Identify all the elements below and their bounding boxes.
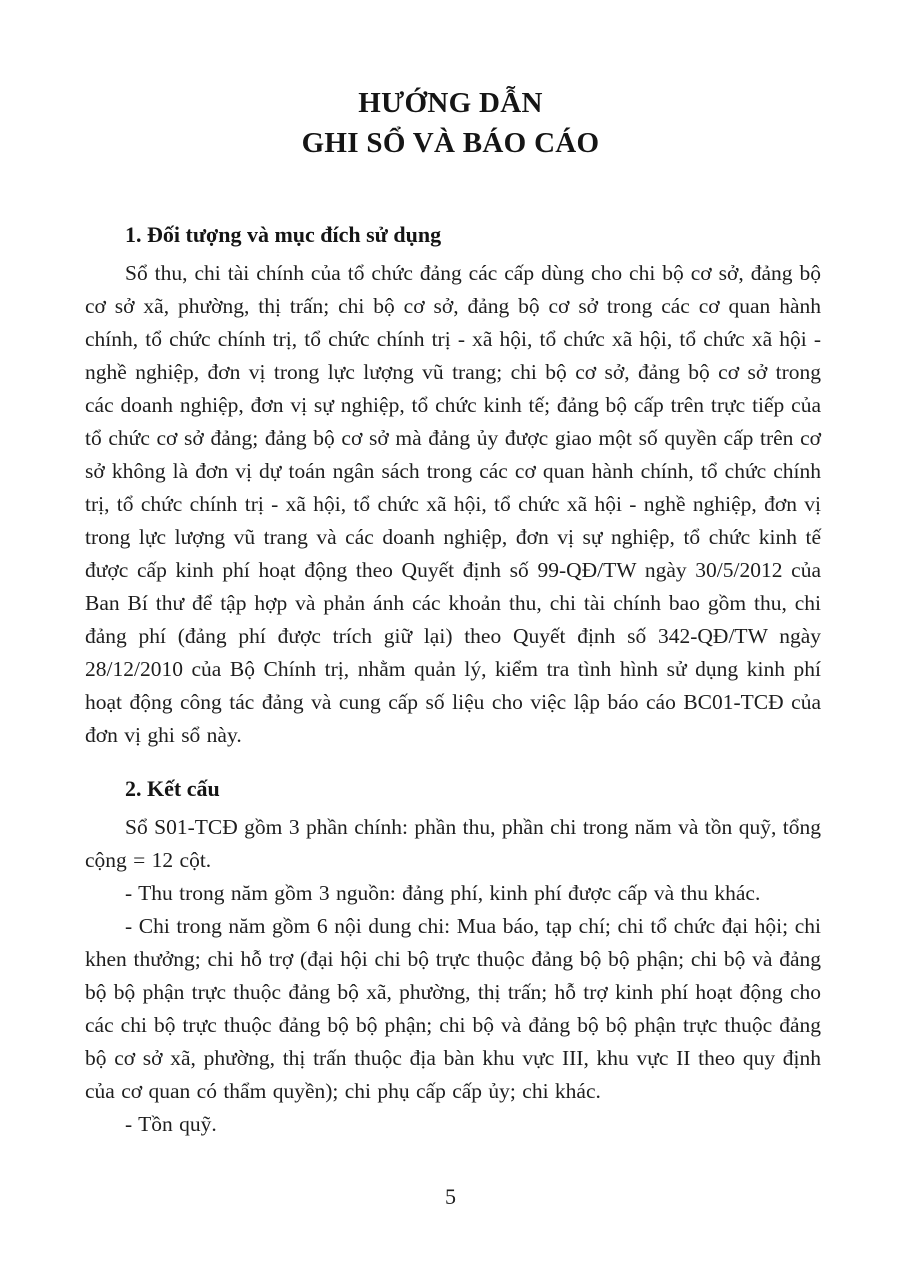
section-1-heading: 1. Đối tượng và mục đích sử dụng [125,222,442,247]
section-2-item-thu: - Thu trong năm gồm 3 nguồn: đảng phí, kinh phí được cấp và thu khác. [125,881,761,905]
document-title [0,0,901,163]
title-line-1: HƯỚNG DẪN [358,87,543,119]
section-1-paragraph: Sổ thu, chi tài chính của tổ chức đảng các cấp dùng cho chi bộ cơ sở, đảng bộ cơ sở xã, phường, thị trấn; chi bộ cơ sở, đảng bộ cơ sở trong các cơ quan hành chính, tổ chức chính trị, tổ chức chính trị - xã hội, tổ chức xã hội, tổ chức xã hội - nghề nghiệp, đơn vị trong lực lượng vũ trang; chi bộ cơ sở, đảng bộ cơ sở trong các doanh nghiệp, đơn vị sự nghiệp, tổ chức kinh tế; đảng bộ cấp trên trực tiếp của tổ chức cơ sở đảng; đảng bộ cơ sở mà đảng ủy được giao một số quyền cấp trên cơ sở không là đơn vị dự toán ngân sách trong các cơ quan hành chính, tổ chức chính trị, tổ chức chính trị - xã hội, tổ chức xã hội, tổ chức xã hội - nghề nghiệp, đơn vị trong lực lượng vũ trang và các doanh nghiệp, đơn vị sự nghiệp, tổ chức kinh tế được cấp kinh phí hoạt động theo Quyết định số 99-QĐ/TW ngày 30/5/2012 của Ban Bí thư để tập hợp và phản ánh các khoản thu, chi tài chính bao gồm thu, chi đảng phí (đảng phí được trích giữ lại) theo Quyết định số 342-QĐ/TW ngày 28/12/2010 của Bộ Chính trị, nhằm quản lý, kiểm tra tình hình sử dụng kinh phí hoạt động công tác đảng và cung cấp số liệu cho việc lập báo cáo BC01-TCĐ của đơn vị ghi sổ này. [85,261,821,747]
page-number: 5 [445,1184,456,1209]
title-line-2: GHI SỔ VÀ BÁO CÁO [301,127,600,159]
section-2-item-ton-quy: - Tồn quỹ. [125,1112,217,1136]
document-body [85,218,821,1141]
section-2-heading: 2. Kết cấu [125,776,220,801]
section-2-item-chi: - Chi trong năm gồm 6 nội dung chi: Mua báo, tạp chí; chi tổ chức đại hội; chi khen thưởng; chi hỗ trợ (đại hội chi bộ trực thuộc đảng bộ bộ phận; chi bộ và đảng bộ bộ phận trực thuộc đảng bộ xã, phường, thị trấn; hỗ trợ kinh phí hoạt động cho các chi bộ trực thuộc đảng bộ bộ phận; chi bộ và đảng bộ bộ phận trực thuộc đảng bộ cơ sở xã, phường, thị trấn thuộc địa bàn khu vực III, khu vực II theo quy định của cơ quan có thẩm quyền); chi phụ cấp cấp ủy; chi khác. [85,914,821,1103]
section-2-paragraph-structure: Sổ S01-TCĐ gồm 3 phần chính: phần thu, phần chi trong năm và tồn quỹ, tổng cộng = 12 cột. [85,815,821,872]
